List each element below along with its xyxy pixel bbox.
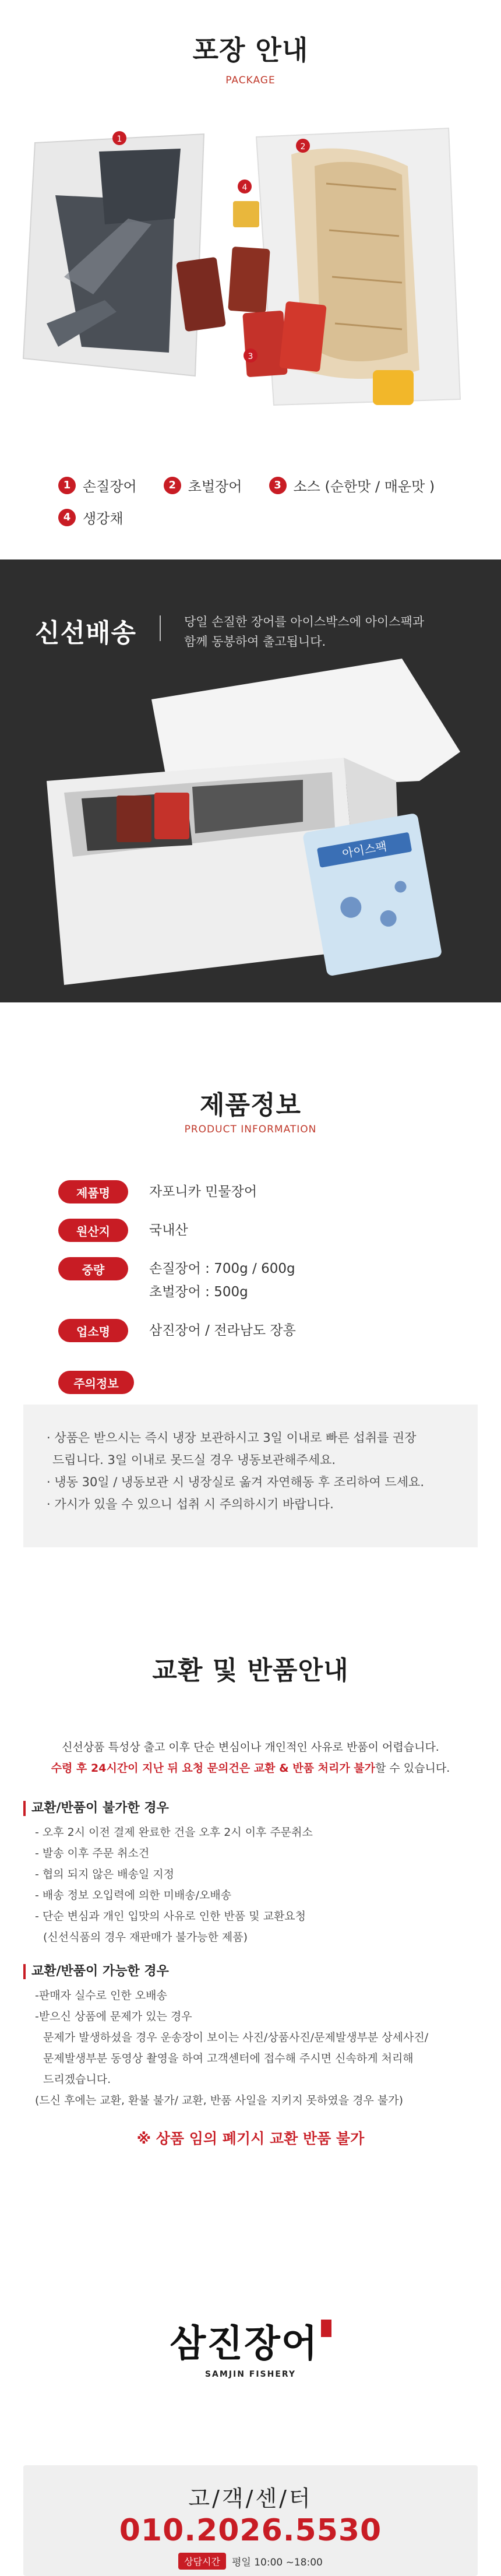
legend-number: 2 [164, 477, 181, 494]
package-section [0, 0, 501, 559]
caution-line: · 가시가 있을 수 있으니 섭취 시 주의하시기 바랍니다. [47, 1497, 334, 1511]
info-label: 제품명 [58, 1180, 128, 1203]
legend-item [58, 507, 124, 527]
not-allowed-line: (신선식품의 경우 재판매가 불가능한 제품) [43, 1931, 248, 1944]
package-contents-photo [0, 102, 501, 463]
legend-item [58, 475, 137, 495]
allowed-line: 드리겠습니다. [43, 2073, 111, 2086]
fresh-description [184, 612, 424, 652]
fresh-desc-line: 함께 동봉하여 출고됩니다. [184, 635, 326, 649]
not-allowed-heading: 교환/반품이 불가한 경우 [23, 1801, 478, 1816]
allowed-line: 문제발생부분 동영상 촬영을 하여 고객센터에 접수해 주시면 신속하게 처리해 [43, 2052, 414, 2065]
legend-number: 3 [269, 477, 287, 494]
customer-center-box [23, 2465, 478, 2576]
fresh-delivery-section [0, 559, 501, 1002]
caution-line: 드립니다. 3일 이내로 못드실 경우 냉동보관해주세요. [52, 1453, 336, 1467]
ice-pack [302, 813, 442, 977]
fresh-header [35, 612, 424, 652]
legend-number: 4 [58, 509, 76, 526]
allowed-line: 문제가 발생하셨을 경우 운송장이 보이는 사진/상품사진/문제발생부분 상세사진/ [43, 2031, 429, 2044]
logo-text: 삼진장어 [170, 2322, 319, 2366]
not-allowed-block [23, 1801, 478, 1948]
legend-label: 생강채 [83, 511, 124, 527]
allowed-line: (드신 후에는 교환, 환불 불가/ 교환, 반품 사일을 지키지 못하였을 경우 불가) [35, 2094, 404, 2107]
package-title: 포장 안내 [192, 34, 309, 66]
fresh-desc-line: 당일 손질한 장어를 아이스박스에 아이스팩과 [184, 615, 425, 629]
info-row [58, 1180, 454, 1203]
info-value [149, 1257, 295, 1304]
customer-center-title: 고/객/센/터 [188, 2486, 313, 2511]
marker-2: 2 [300, 142, 306, 152]
caution-line: · 상품은 받으시는 즉시 냉장 보관하시고 3일 이내로 빠른 섭취를 권장 [47, 1431, 417, 1445]
marker-1: 1 [117, 135, 122, 144]
logo-subtext: SAMJIN FISHERY [204, 2370, 297, 2379]
package-subtitle: PACKAGE [225, 75, 276, 86]
not-allowed-line: - 단순 변심과 개인 입맛의 사유로 인한 반품 및 교환요청 [35, 1910, 306, 1923]
caution-line: · 냉동 30일 / 냉동보관 시 냉장실로 옮겨 자연해동 후 조리하여 드세요. [47, 1475, 425, 1489]
logo-stamp-icon [321, 2320, 331, 2337]
marker-3: 3 [248, 352, 253, 361]
intro-highlight: 수령 후 24시간이 지난 뒤 요청 문의건은 교환 & 반품 처리가 불가 [51, 1762, 376, 1775]
intro-line: 신선상품 특성상 출고 이후 단순 변심이나 개인적인 사유로 반품이 어렵습니다. [62, 1741, 439, 1754]
info-label: 업소명 [58, 1319, 128, 1342]
footer-section [0, 2238, 501, 2576]
weight-line: 손질장어 : 700g / 600g [149, 1261, 295, 1276]
info-label: 원산지 [58, 1219, 128, 1242]
intro-line [0, 1758, 501, 1779]
brand-logo [0, 2314, 501, 2379]
allowed-heading: 교환/반품이 가능한 경우 [23, 1964, 478, 1979]
hours-value: 평일 10:00 ~18:00 [231, 2557, 323, 2568]
legend-label: 손질장어 [83, 478, 137, 495]
legend-number: 1 [58, 477, 76, 494]
raw-eel-pack [23, 134, 204, 376]
allowed-line: -판매자 실수로 인한 오배송 [35, 1989, 167, 2002]
caution-label: 주의정보 [58, 1371, 134, 1394]
not-allowed-line: - 오후 2시 이전 결제 완료한 건을 오후 2시 이후 주문취소 [35, 1826, 313, 1839]
allowed-line: -받으신 상품에 문제가 있는 경우 [35, 2010, 192, 2023]
weight-line: 초벌장어 : 500g [149, 1285, 248, 1300]
hours-badge: 상담시간 [178, 2553, 226, 2570]
return-intro [0, 1737, 501, 1779]
disposal-warning: ※ 상품 임의 폐기시 교환 반품 불가 [136, 2130, 365, 2147]
info-table [58, 1180, 454, 1357]
info-value: 자포니카 민물장어 [149, 1184, 257, 1199]
phone-number[interactable]: 010.2026.5530 [119, 2513, 382, 2548]
allowed-block [23, 1964, 478, 2111]
package-legend [58, 475, 466, 539]
not-allowed-line: - 배송 정보 오입력에 의한 미배송/오배송 [35, 1889, 232, 1902]
info-label: 중량 [58, 1257, 128, 1280]
caution-box [23, 1405, 478, 1547]
info-value: 국내산 [149, 1223, 188, 1238]
legend-label: 초벌장어 [188, 478, 242, 495]
info-value: 삼진장어 / 전라남도 장흥 [149, 1323, 296, 1338]
info-subtitle: PRODUCT INFORMATION [184, 1124, 317, 1135]
marker-4: 4 [242, 183, 248, 192]
legend-row-2 [58, 507, 466, 527]
info-row [58, 1319, 454, 1342]
return-title: 교환 및 반품안내 [152, 1656, 349, 1685]
info-row [58, 1257, 454, 1304]
business-hours [23, 2553, 478, 2570]
legend-row-1 [58, 475, 466, 495]
ice-pack-label: 아이스팩 [341, 839, 388, 861]
legend-item [164, 475, 242, 495]
logo-wordmark [0, 2314, 501, 2367]
not-allowed-line: - 발송 이후 주문 취소건 [35, 1847, 150, 1860]
product-info-section [0, 1002, 501, 1609]
info-title: 제품정보 [199, 1090, 301, 1120]
intro-rest: 할 수 있습니다. [375, 1762, 450, 1775]
not-allowed-line: - 협의 되지 않은 배송일 지정 [35, 1868, 174, 1881]
info-row [58, 1219, 454, 1242]
fresh-title: 신선배송 [35, 618, 137, 648]
return-policy-section [0, 1609, 501, 2238]
ice-box-photo [0, 647, 501, 1002]
legend-label: 소스 (순한맛 / 매운맛 ) [293, 478, 435, 495]
legend-item [269, 475, 435, 495]
divider [160, 615, 161, 641]
